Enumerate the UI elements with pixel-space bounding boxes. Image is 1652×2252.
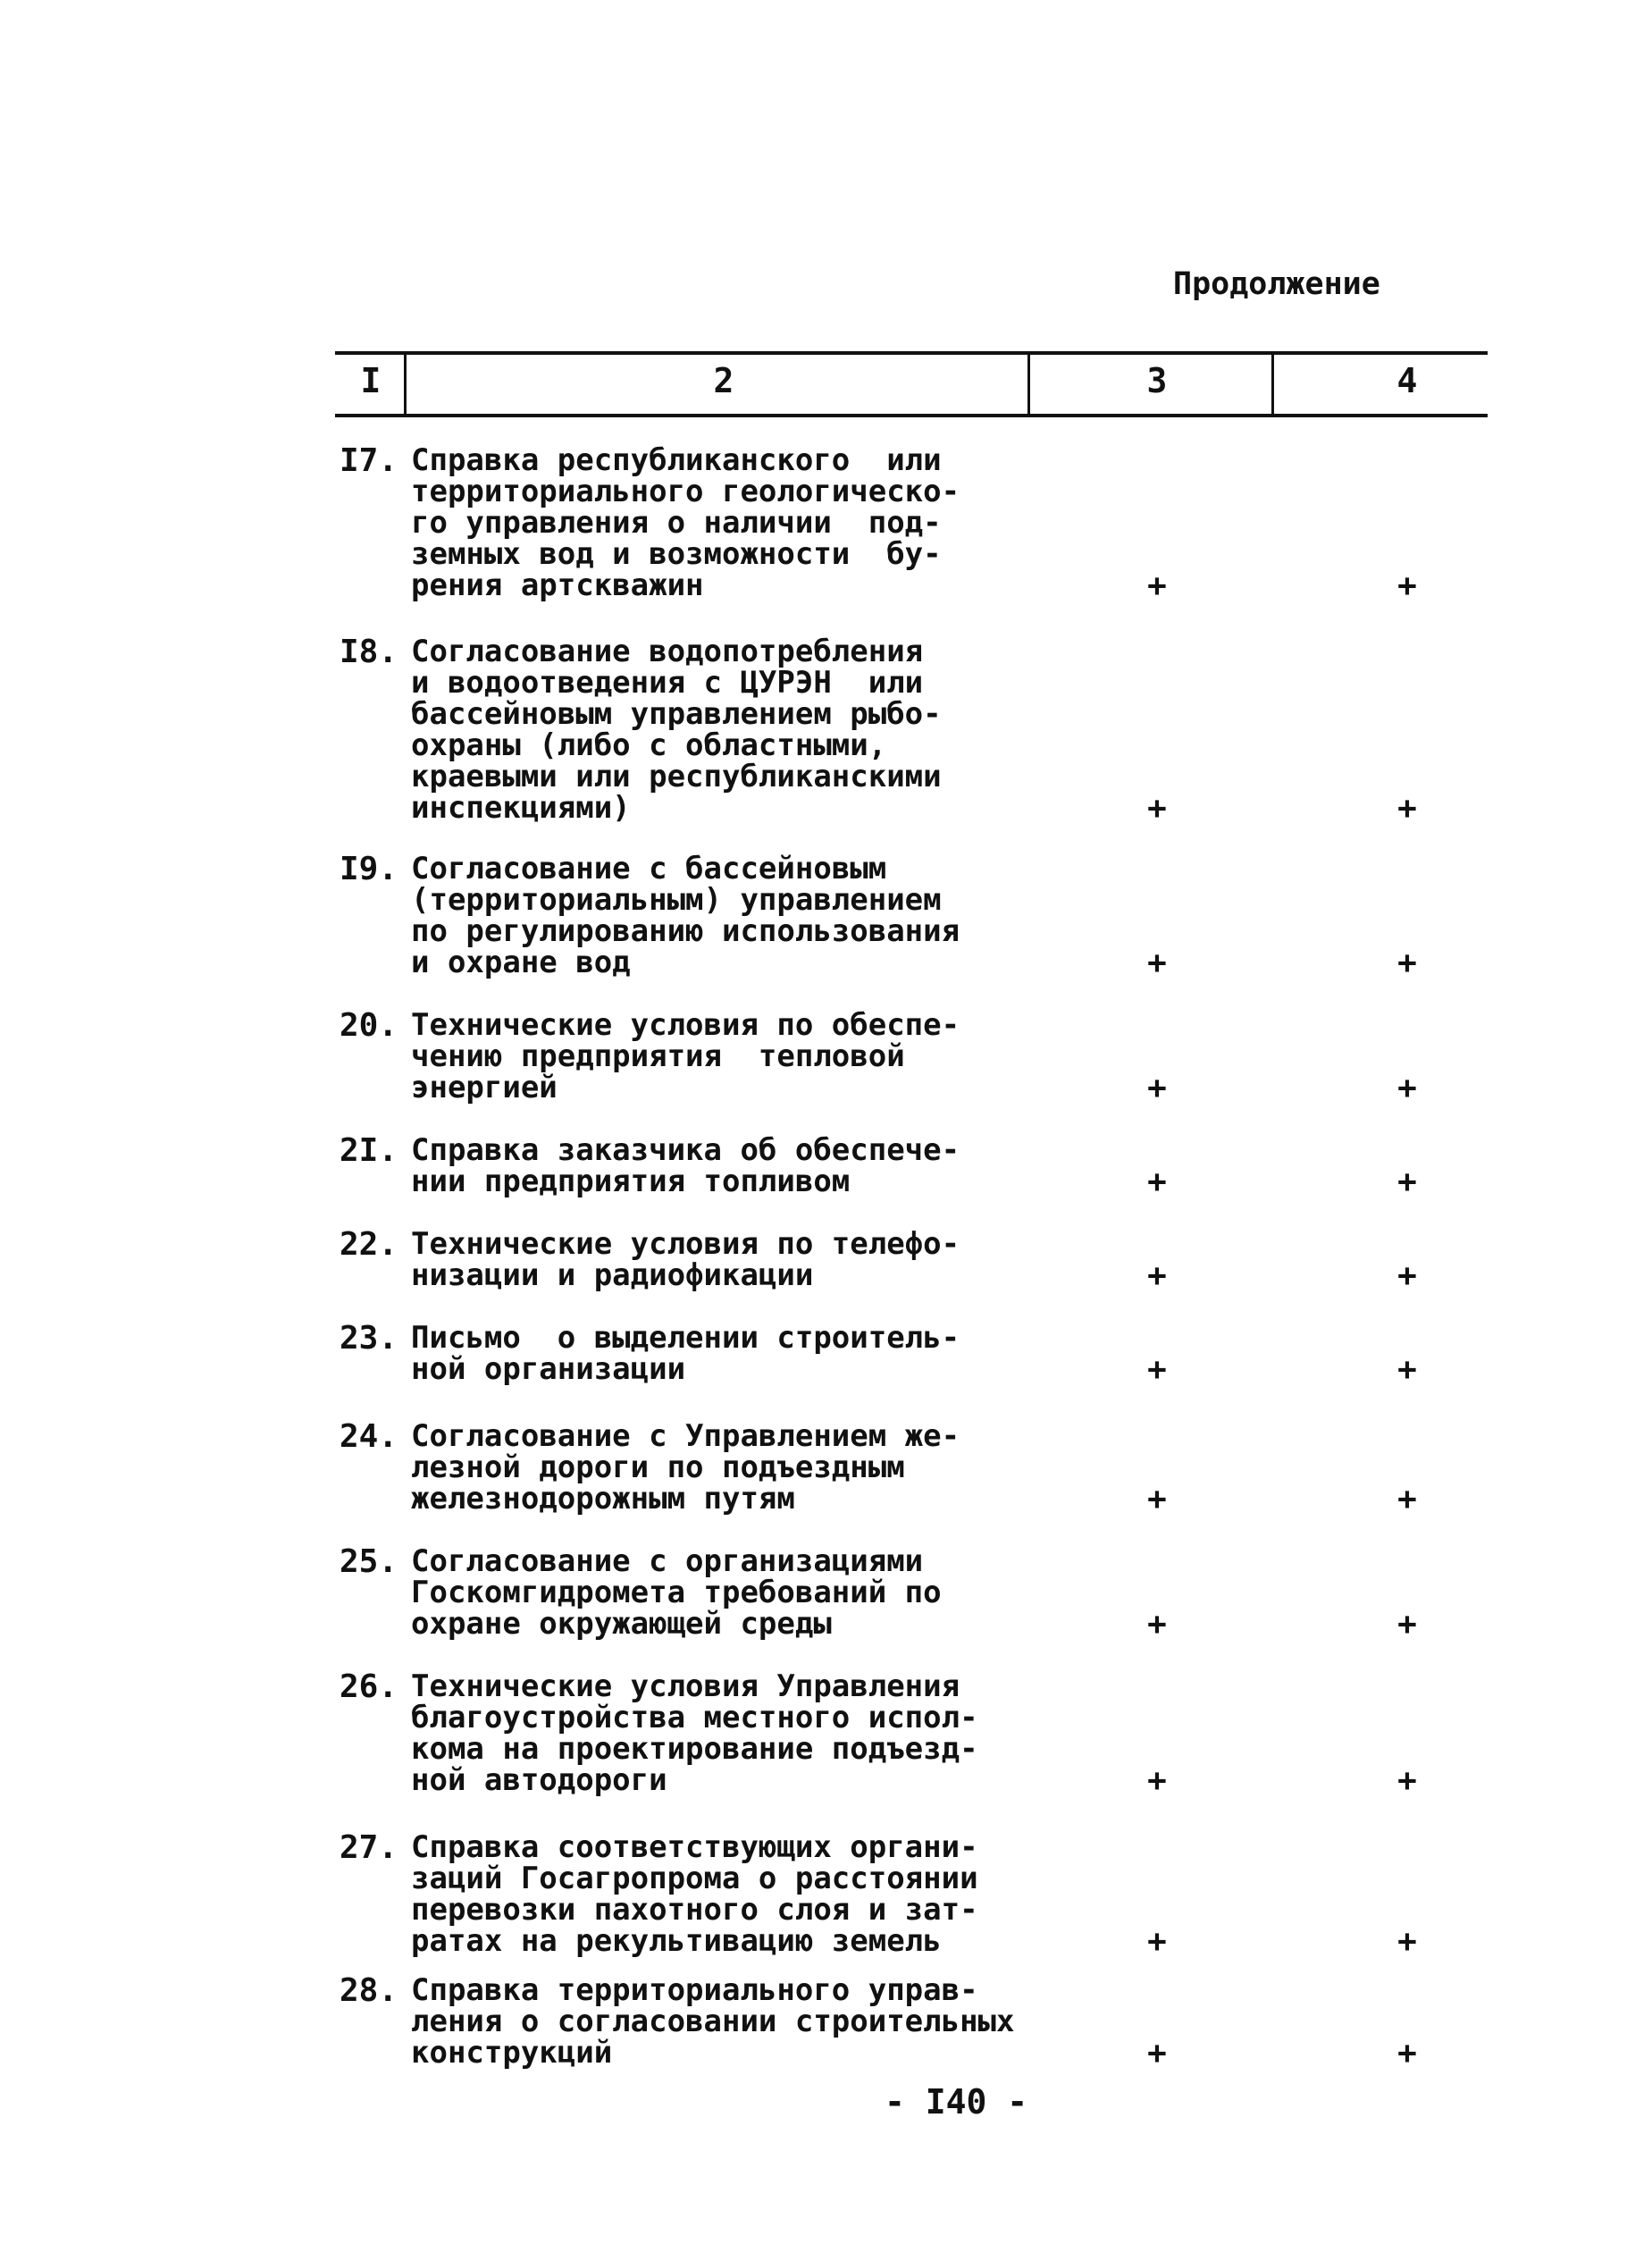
- description-line: Справка соответствующих органи-: [411, 1829, 978, 1865]
- column-header-1: I: [360, 361, 382, 400]
- description-line: конструкций: [411, 2035, 613, 2071]
- description-line: ления о согласовании строительных: [411, 2004, 1015, 2039]
- description-line: Согласование с организациями: [411, 1543, 924, 1579]
- description-line: перевозки пахотного слоя и зат-: [411, 1892, 978, 1928]
- description-line: Согласование водопотребления: [411, 634, 924, 669]
- description-line: и водоотведения с ЦУРЭН или: [411, 665, 924, 701]
- column-header-2: 2: [713, 361, 734, 400]
- column-3-mark: +: [1147, 1257, 1167, 1294]
- row-number: 20.: [339, 1007, 398, 1044]
- description-line: краевыми или республиканскими: [411, 759, 942, 794]
- description-line: го управления о наличии под-: [411, 505, 942, 541]
- description-line: железнодорожным путям: [411, 1481, 795, 1517]
- column-4-mark: +: [1397, 1164, 1417, 1200]
- row-description: [411, 1829, 1054, 1959]
- row-number: I8.: [339, 634, 398, 670]
- description-line: ратах на рекультивацию земель: [411, 1923, 942, 1959]
- column-divider: [1027, 355, 1030, 414]
- description-line: земных вод и возможности бу-: [411, 536, 942, 572]
- column-3-mark: +: [1147, 1923, 1167, 1960]
- column-4-mark: +: [1397, 1070, 1417, 1106]
- column-4-mark: +: [1397, 945, 1417, 981]
- description-line: по регулированию использования: [411, 913, 960, 949]
- row-description: [411, 442, 1054, 603]
- description-line: Технические условия Управления: [411, 1668, 960, 1704]
- row-description: [411, 1543, 1054, 1642]
- row-description: [411, 853, 1054, 979]
- row-description: [411, 1668, 1054, 1798]
- row-number: I7.: [339, 442, 398, 479]
- description-line: (территориальным) управлением: [411, 882, 942, 918]
- row-number: I9.: [339, 851, 398, 887]
- description-line: Справка заказчика об обеспече-: [411, 1132, 960, 1168]
- description-line: лезной дороги по подъездным: [411, 1450, 905, 1485]
- column-3-mark: +: [1147, 1606, 1167, 1643]
- column-4-mark: +: [1397, 2035, 1417, 2071]
- row-description: [411, 1226, 1054, 1293]
- page-number: - I40 -: [885, 2082, 1028, 2122]
- column-header-3: 3: [1146, 361, 1168, 400]
- row-description: [411, 636, 1054, 824]
- description-line: благоустройства местного испол-: [411, 1700, 978, 1735]
- description-line: охране окружающей среды: [411, 1606, 832, 1642]
- description-line: Госкомгидромета требований по: [411, 1575, 942, 1610]
- column-4-mark: +: [1397, 1606, 1417, 1643]
- row-number: 27.: [339, 1829, 398, 1866]
- continuation-label: Продолжение: [1173, 266, 1380, 302]
- description-line: Согласование с Управлением же-: [411, 1418, 960, 1454]
- row-description: [411, 1972, 1054, 2071]
- description-line: Технические условия по телефо-: [411, 1226, 960, 1262]
- column-4-mark: +: [1397, 1762, 1417, 1799]
- description-line: низации и радиофикации: [411, 1257, 814, 1293]
- column-3-mark: +: [1147, 1481, 1167, 1517]
- column-3-mark: +: [1147, 1762, 1167, 1799]
- column-4-mark: +: [1397, 1257, 1417, 1294]
- description-line: кома на проектирование подъезд-: [411, 1731, 978, 1767]
- description-line: энергией: [411, 1070, 558, 1105]
- row-description: [411, 1320, 1054, 1387]
- column-4-mark: +: [1397, 790, 1417, 827]
- description-line: заций Госагропрома о расстоянии: [411, 1861, 978, 1896]
- column-4-mark: +: [1397, 1481, 1417, 1517]
- table-header-rule: [335, 414, 1488, 417]
- column-3-mark: +: [1147, 1351, 1167, 1388]
- column-4-mark: +: [1397, 1351, 1417, 1388]
- row-number: 24.: [339, 1418, 398, 1455]
- row-number: 25.: [339, 1543, 398, 1580]
- description-line: ной организации: [411, 1351, 686, 1387]
- column-divider: [1271, 355, 1274, 414]
- description-line: Справка территориального управ-: [411, 1972, 978, 2008]
- column-header-4: 4: [1396, 361, 1418, 400]
- table-top-rule: [335, 351, 1488, 355]
- column-3-mark: +: [1147, 790, 1167, 827]
- row-description: [411, 1132, 1054, 1199]
- row-number: 26.: [339, 1668, 398, 1705]
- description-line: Технические условия по обеспе-: [411, 1007, 960, 1043]
- column-3-mark: +: [1147, 2035, 1167, 2071]
- description-line: рения артскважин: [411, 567, 704, 603]
- description-line: охраны (либо с областными,: [411, 727, 887, 763]
- column-4-mark: +: [1397, 567, 1417, 604]
- column-3-mark: +: [1147, 945, 1167, 981]
- description-line: Согласование с бассейновым: [411, 851, 887, 887]
- row-number: 28.: [339, 1972, 398, 2009]
- column-divider: [404, 355, 407, 414]
- column-3-mark: +: [1147, 1070, 1167, 1106]
- description-line: и охране вод: [411, 945, 631, 980]
- description-line: чению предприятия тепловой: [411, 1038, 905, 1074]
- description-line: Письмо о выделении строитель-: [411, 1320, 960, 1356]
- description-line: территориального геологическо-: [411, 474, 960, 509]
- row-number: 2I.: [339, 1132, 398, 1169]
- row-number: 22.: [339, 1226, 398, 1263]
- description-line: Справка республиканского или: [411, 442, 942, 478]
- row-description: [411, 1418, 1054, 1517]
- description-line: инспекциями): [411, 790, 631, 826]
- description-line: бассейновым управлением рыбо-: [411, 696, 942, 732]
- row-description: [411, 1007, 1054, 1105]
- description-line: нии предприятия топливом: [411, 1164, 851, 1199]
- row-number: 23.: [339, 1320, 398, 1357]
- column-3-mark: +: [1147, 1164, 1167, 1200]
- column-3-mark: +: [1147, 567, 1167, 604]
- column-4-mark: +: [1397, 1923, 1417, 1960]
- description-line: ной автодороги: [411, 1762, 667, 1798]
